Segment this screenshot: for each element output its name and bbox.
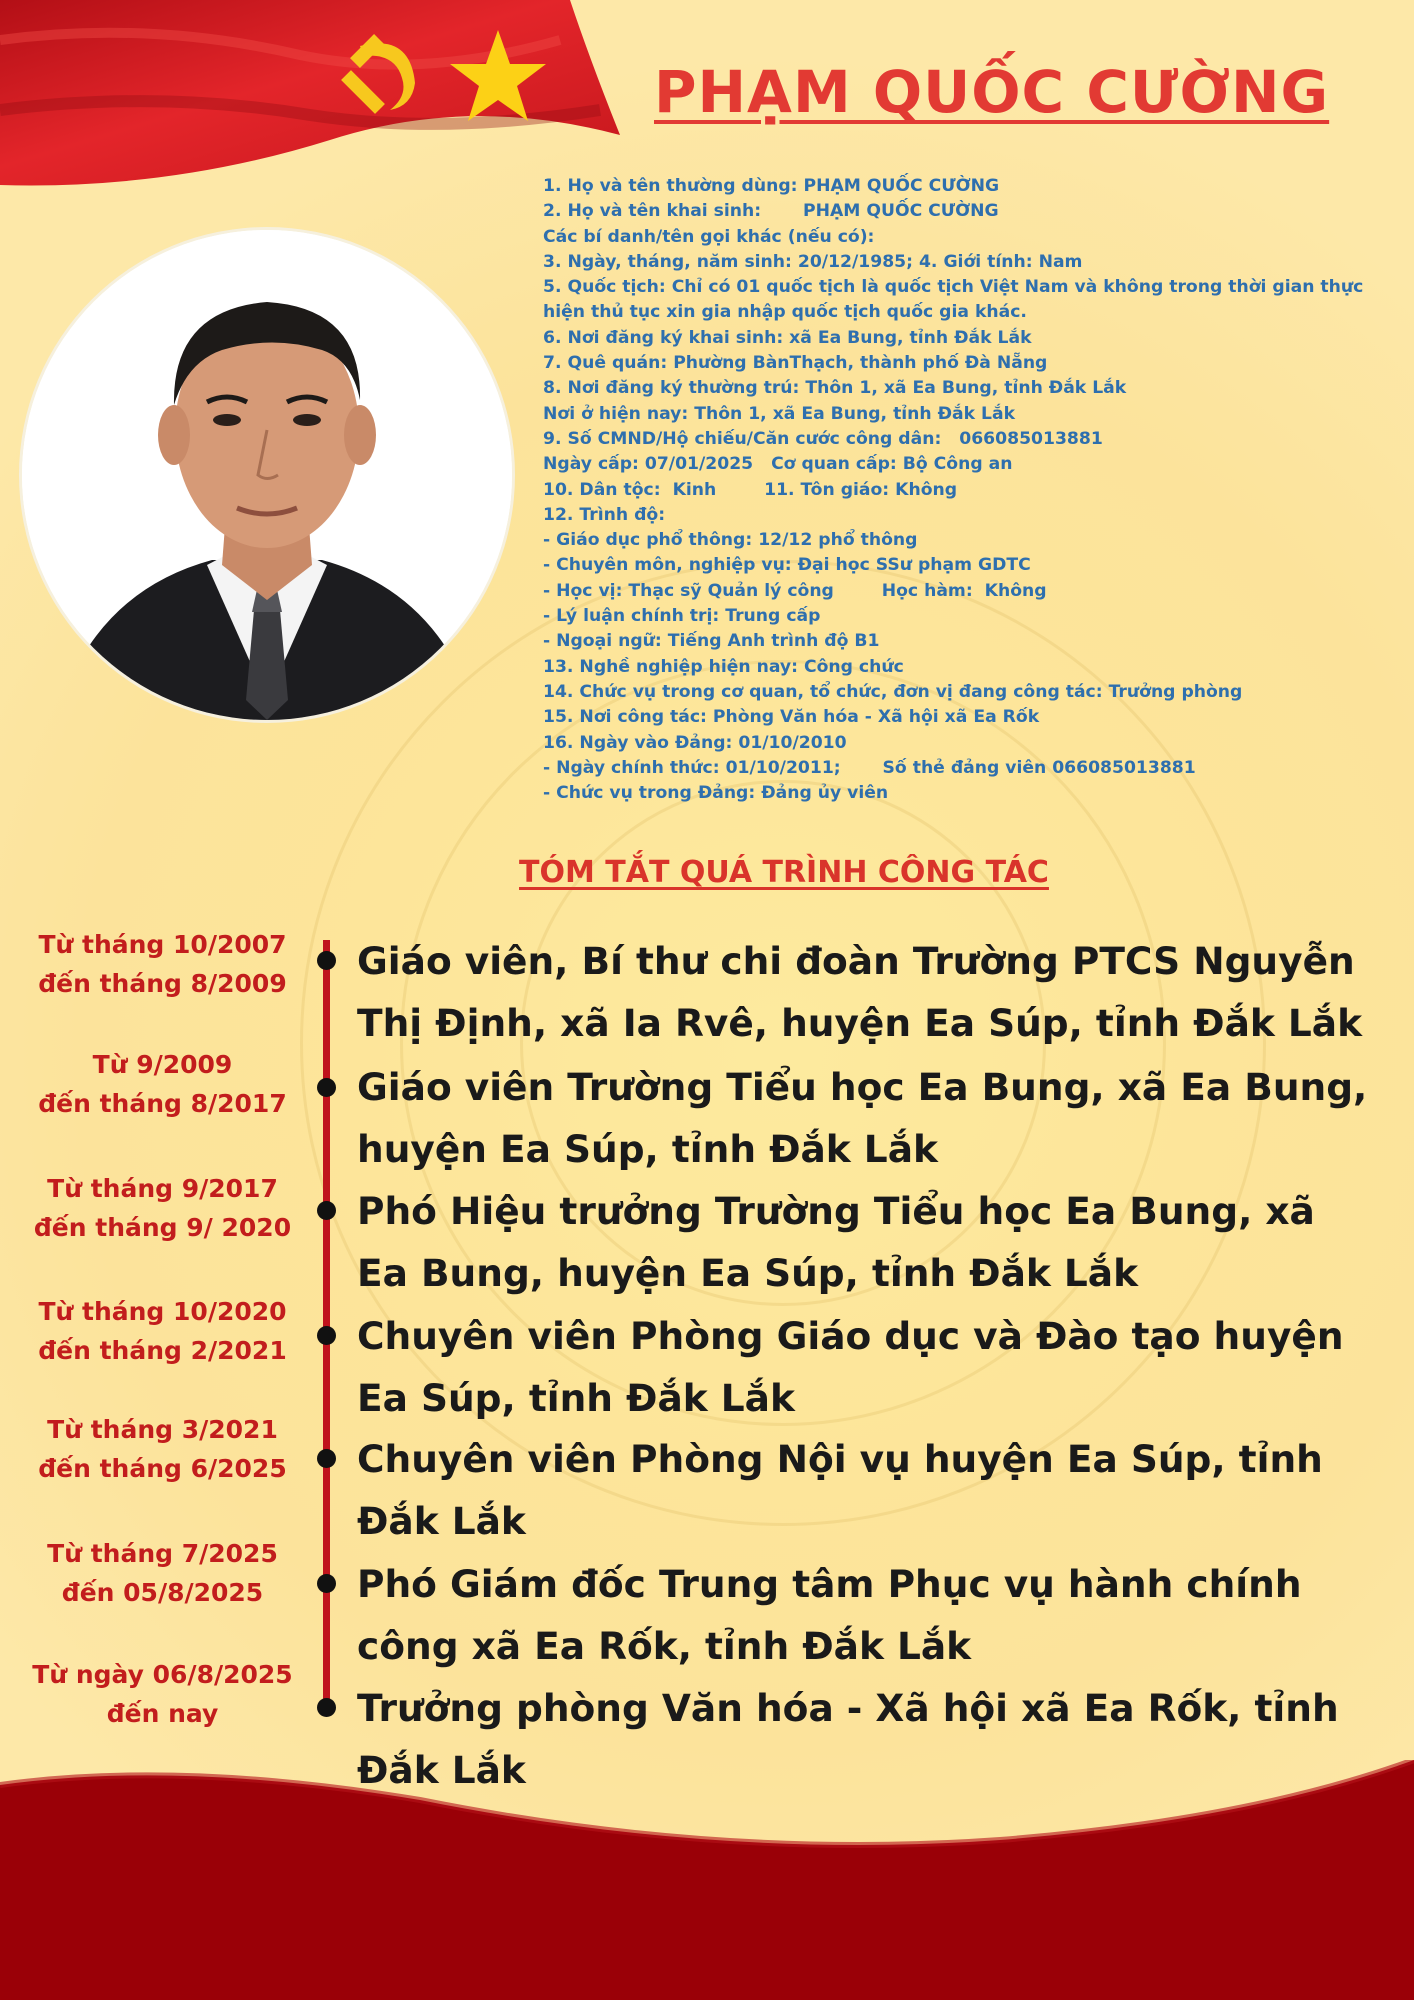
info-line: 1. Họ và tên thường dùng: PHẠM QUỐC CƯỜNG [543, 176, 1000, 196]
info-line: 6. Nơi đăng ký khai sinh: xã Ea Bung, tỉnh Đắk Lắk [543, 327, 1032, 348]
info-line: 8. Nơi đăng ký thường trú: Thôn 1, xã Ea Bung, tỉnh Đắk Lắk [543, 378, 1127, 399]
bottom-red-wave [0, 1760, 1414, 2000]
info-line: Ngày cấp: 07/01/2025 Cơ quan cấp: Bộ Công an [543, 454, 1013, 475]
info-line: 5. Quốc tịch: Chỉ có 01 quốc tịch là quốc tịch Việt Nam và không trong thời gian thực hiện thủ tục xin gia nhập quốc tịch quốc gia khác. [543, 277, 1364, 323]
info-line: 7. Quê quán: Phường BànThạch, thành phố Đà Nẵng [543, 353, 1048, 374]
info-line: 2. Họ và tên khai sinh: PHẠM QUỐC CƯỜNG [543, 201, 999, 222]
period-end: đến tháng 6/2025 [38, 1454, 287, 1483]
period-end: đến tháng 9/ 2020 [33, 1213, 292, 1242]
info-line: Các bí danh/tên gọi khác (nếu có): [543, 226, 875, 247]
info-line: 10. Dân tộc: Kinh 11. Tôn giáo: Không [543, 479, 958, 500]
job-description: Trưởng phòng Văn hóa - Xã hội xã Ea Rốk, tỉnh Đắk Lắk [357, 1686, 1339, 1792]
info-line: - Chức vụ trong Đảng: Đảng ủy viên [543, 783, 889, 804]
portrait-photo [22, 230, 512, 720]
info-line: 3. Ngày, tháng, năm sinh: 20/12/1985; 4. Giới tính: Nam [543, 251, 1083, 272]
timeline-bullet [317, 1078, 336, 1097]
job-description: Giáo viên Trường Tiểu học Ea Bung, xã Ea Bung, huyện Ea Súp, tỉnh Đắk Lắk [357, 1065, 1368, 1171]
period-start: Từ tháng 10/2020 [38, 1297, 287, 1326]
info-line: 15. Nơi công tác: Phòng Văn hóa - Xã hội xã Ea Rốk [543, 707, 1040, 728]
info-line: - Giáo dục phổ thông: 12/12 phổ thông [543, 530, 918, 551]
job-description: Giáo viên, Bí thư chi đoàn Trường PTCS Nguyễn Thị Định, xã Ia Rvê, huyện Ea Súp, tỉnh Đắk Lắk [357, 939, 1363, 1045]
info-line: - Lý luận chính trị: Trung cấp [543, 606, 821, 627]
period-start: Từ tháng 9/2017 [47, 1174, 278, 1203]
info-line: - Ngày chính thức: 01/10/2011; Số thẻ đảng viên 066085013881 [543, 757, 1196, 778]
timeline-period [20, 1169, 305, 1247]
timeline-period [20, 1534, 305, 1612]
period-end: đến nay [106, 1699, 219, 1728]
job-description: Phó Hiệu trưởng Trường Tiểu học Ea Bung, xã Ea Bung, huyện Ea Súp, tỉnh Đắk Lắk [357, 1189, 1315, 1295]
timeline-bullet [317, 1698, 336, 1717]
job-description: Phó Giám đốc Trung tâm Phục vụ hành chính công xã Ea Rốk, tỉnh Đắk Lắk [357, 1562, 1302, 1668]
info-line: 14. Chức vụ trong cơ quan, tổ chức, đơn vị đang công tác: Trưởng phòng [543, 681, 1243, 702]
timeline-bullet [317, 1449, 336, 1468]
timeline-bullet [317, 1574, 336, 1593]
timeline-bullet [317, 1326, 336, 1345]
timeline-period [20, 1045, 305, 1123]
info-line: 9. Số CMND/Hộ chiếu/Căn cước công dân: 066085013881 [543, 428, 1103, 449]
timeline-period [20, 1655, 305, 1733]
info-line: 13. Nghề nghiệp hiện nay: Công chức [543, 656, 904, 677]
person-name-title: PHẠM QUỐC CƯỜNG [654, 58, 1330, 126]
timeline-bullet [317, 1201, 336, 1220]
period-end: đến tháng 8/2017 [38, 1089, 287, 1118]
info-line: 16. Ngày vào Đảng: 01/10/2010 [543, 732, 847, 753]
timeline-period [20, 1410, 305, 1488]
timeline-line [323, 940, 330, 1710]
info-line: 12. Trình độ: [543, 504, 666, 525]
work-history-title: TÓM TẮT QUÁ TRÌNH CÔNG TÁC [519, 855, 1049, 890]
job-description: Chuyên viên Phòng Giáo dục và Đào tạo huyện Ea Súp, tỉnh Đắk Lắk [357, 1314, 1344, 1420]
period-start: Từ tháng 3/2021 [47, 1415, 278, 1444]
info-line: Nơi ở hiện nay: Thôn 1, xã Ea Bung, tỉnh Đắk Lắk [543, 403, 1016, 424]
period-start: Từ tháng 10/2007 [38, 930, 287, 959]
period-end: đến tháng 8/2009 [38, 969, 287, 998]
portrait-illustration [22, 230, 512, 720]
period-start: Từ 9/2009 [92, 1050, 233, 1079]
timeline-period [20, 925, 305, 1003]
period-end: đến tháng 2/2021 [38, 1336, 287, 1365]
period-end: đến 05/8/2025 [61, 1578, 264, 1607]
timeline-bullet [317, 951, 336, 970]
info-line: - Ngoại ngữ: Tiếng Anh trình độ B1 [543, 631, 880, 652]
info-line: - Chuyên môn, nghiệp vụ: Đại học SSư phạm GDTC [543, 555, 1031, 576]
period-start: Từ ngày 06/8/2025 [32, 1660, 293, 1689]
timeline-period [20, 1292, 305, 1370]
period-start: Từ tháng 7/2025 [47, 1539, 278, 1568]
job-description: Chuyên viên Phòng Nội vụ huyện Ea Súp, tỉnh Đắk Lắk [357, 1437, 1323, 1543]
personal-info-block [543, 174, 1393, 806]
info-line: - Học vị: Thạc sỹ Quản lý công Học hàm: Không [543, 580, 1047, 601]
star-icon [448, 28, 548, 124]
hammer-sickle-icon [340, 28, 430, 118]
